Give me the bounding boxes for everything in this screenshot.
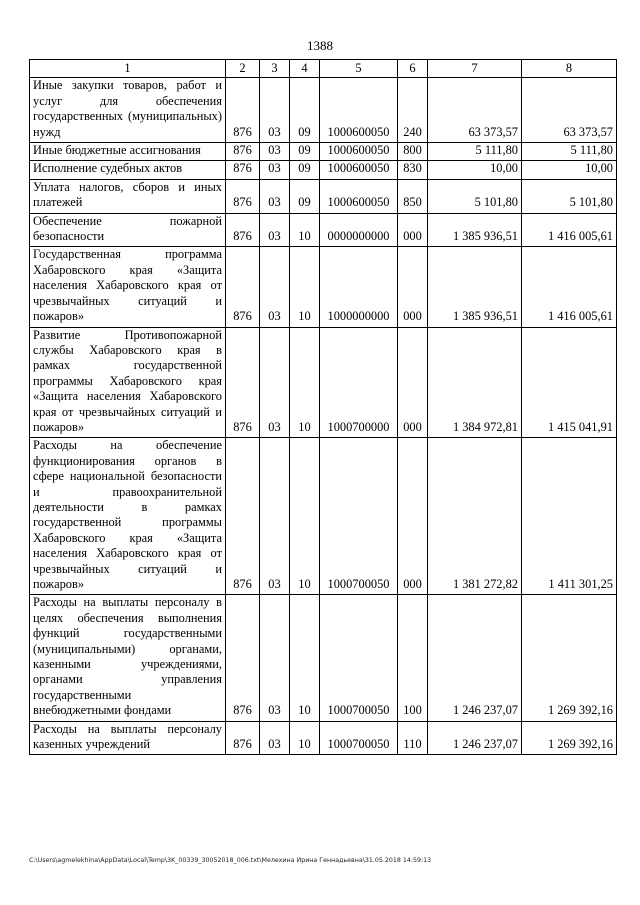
expense-type-cell: 110 [398, 721, 428, 755]
table-row [30, 721, 617, 755]
target-article-cell: 1000700050 [320, 595, 398, 721]
admin-code-cell: 876 [226, 438, 260, 595]
amount-2020-cell: 1 411 301,25 [522, 438, 617, 595]
amount-2019-cell: 5 111,80 [428, 143, 522, 161]
amount-2020-cell: 5 101,80 [522, 179, 617, 213]
subsection-cell: 10 [290, 247, 320, 327]
table-row [30, 143, 617, 161]
amount-2020-cell: 5 111,80 [522, 143, 617, 161]
table-row [30, 595, 617, 721]
section-cell: 03 [260, 327, 290, 438]
amount-2019-cell: 1 246 237,07 [428, 595, 522, 721]
amount-2019-cell: 10,00 [428, 161, 522, 179]
subsection-cell: 09 [290, 161, 320, 179]
subsection-cell: 09 [290, 143, 320, 161]
table-row [30, 247, 617, 327]
admin-code-cell: 876 [226, 78, 260, 143]
amount-2020-cell: 1 269 392,16 [522, 721, 617, 755]
table-row [30, 161, 617, 179]
expense-type-cell: 000 [398, 247, 428, 327]
row-name-cell: Расходы на выплаты персоналу в целях обеспечения выполнения функций государственными (муниципальными) органами, казенными учреждениями, органами управления государственными внебюджетными фондами [30, 595, 226, 721]
row-name-cell: Иные бюджетные ассигнования [30, 143, 226, 161]
column-header: 1 [30, 60, 226, 78]
expense-type-cell: 830 [398, 161, 428, 179]
amount-2019-cell: 1 384 972,81 [428, 327, 522, 438]
column-header: 4 [290, 60, 320, 78]
section-cell: 03 [260, 213, 290, 247]
expense-type-cell: 800 [398, 143, 428, 161]
section-cell: 03 [260, 143, 290, 161]
row-name-cell: Расходы на выплаты персоналу казенных учреждений [30, 721, 226, 755]
row-name-cell: Развитие Противопожарной службы Хабаровского края в рамках государственной программы Хабаровского края «Защита населения Хабаровского края от чрезвычайных ситуаций и пожаров» [30, 327, 226, 438]
expense-type-cell: 850 [398, 179, 428, 213]
subsection-cell: 09 [290, 78, 320, 143]
table-row [30, 179, 617, 213]
admin-code-cell: 876 [226, 213, 260, 247]
expense-type-cell: 000 [398, 438, 428, 595]
budget-table [29, 59, 617, 755]
amount-2019-cell: 1 385 936,51 [428, 247, 522, 327]
amount-2019-cell: 5 101,80 [428, 179, 522, 213]
column-header: 5 [320, 60, 398, 78]
amount-2019-cell: 1 381 272,82 [428, 438, 522, 595]
column-header: 6 [398, 60, 428, 78]
expense-type-cell: 100 [398, 595, 428, 721]
subsection-cell: 10 [290, 721, 320, 755]
column-header: 3 [260, 60, 290, 78]
amount-2019-cell: 1 385 936,51 [428, 213, 522, 247]
admin-code-cell: 876 [226, 143, 260, 161]
admin-code-cell: 876 [226, 595, 260, 721]
row-name-cell: Исполнение судебных актов [30, 161, 226, 179]
target-article-cell: 1000600050 [320, 161, 398, 179]
section-cell: 03 [260, 721, 290, 755]
expense-type-cell: 000 [398, 327, 428, 438]
admin-code-cell: 876 [226, 327, 260, 438]
target-article-cell: 1000600050 [320, 179, 398, 213]
target-article-cell: 1000600050 [320, 78, 398, 143]
admin-code-cell: 876 [226, 247, 260, 327]
admin-code-cell: 876 [226, 161, 260, 179]
section-cell: 03 [260, 78, 290, 143]
target-article-cell: 1000700050 [320, 438, 398, 595]
target-article-cell: 1000700000 [320, 327, 398, 438]
subsection-cell: 10 [290, 438, 320, 595]
target-article-cell: 1000700050 [320, 721, 398, 755]
row-name-cell: Иные закупки товаров, работ и услуг для обеспечения государственных (муниципальных) нужд [30, 78, 226, 143]
column-header: 2 [226, 60, 260, 78]
file-path-footer: C:\Users\agmelekhina\AppData\Local\Temp\3K_00339_30052018_006.txt\Мелехина Ирина Геннадьевна\31.05.2018 14:59:13 [29, 857, 432, 864]
subsection-cell: 10 [290, 327, 320, 438]
section-cell: 03 [260, 161, 290, 179]
amount-2019-cell: 1 246 237,07 [428, 721, 522, 755]
amount-2020-cell: 1 416 005,61 [522, 247, 617, 327]
row-name-cell: Расходы на обеспечение функционирования органов в сфере национальной безопасности и правоохранительной деятельности в рамках государственной программы Хабаровского края «Защита населения Хабаровского края от чрезвычайных ситуаций и пожаров» [30, 438, 226, 595]
amount-2019-cell: 63 373,57 [428, 78, 522, 143]
admin-code-cell: 876 [226, 721, 260, 755]
column-header: 8 [522, 60, 617, 78]
table-row [30, 438, 617, 595]
column-header: 7 [428, 60, 522, 78]
section-cell: 03 [260, 179, 290, 213]
amount-2020-cell: 1 269 392,16 [522, 595, 617, 721]
section-cell: 03 [260, 595, 290, 721]
amount-2020-cell: 1 415 041,91 [522, 327, 617, 438]
subsection-cell: 10 [290, 595, 320, 721]
table-row [30, 213, 617, 247]
amount-2020-cell: 1 416 005,61 [522, 213, 617, 247]
section-cell: 03 [260, 438, 290, 595]
admin-code-cell: 876 [226, 179, 260, 213]
table-row [30, 78, 617, 143]
expense-type-cell: 240 [398, 78, 428, 143]
subsection-cell: 09 [290, 179, 320, 213]
target-article-cell: 1000000000 [320, 247, 398, 327]
amount-2020-cell: 10,00 [522, 161, 617, 179]
table-row [30, 327, 617, 438]
row-name-cell: Государственная программа Хабаровского края «Защита населения Хабаровского края от чрезвычайных ситуаций и пожаров» [30, 247, 226, 327]
row-name-cell: Уплата налогов, сборов и иных платежей [30, 179, 226, 213]
target-article-cell: 0000000000 [320, 213, 398, 247]
row-name-cell: Обеспечение пожарной безопасности [30, 213, 226, 247]
target-article-cell: 1000600050 [320, 143, 398, 161]
header-row [30, 60, 617, 78]
page-number: 1388 [307, 38, 333, 53]
amount-2020-cell: 63 373,57 [522, 78, 617, 143]
subsection-cell: 10 [290, 213, 320, 247]
section-cell: 03 [260, 247, 290, 327]
expense-type-cell: 000 [398, 213, 428, 247]
